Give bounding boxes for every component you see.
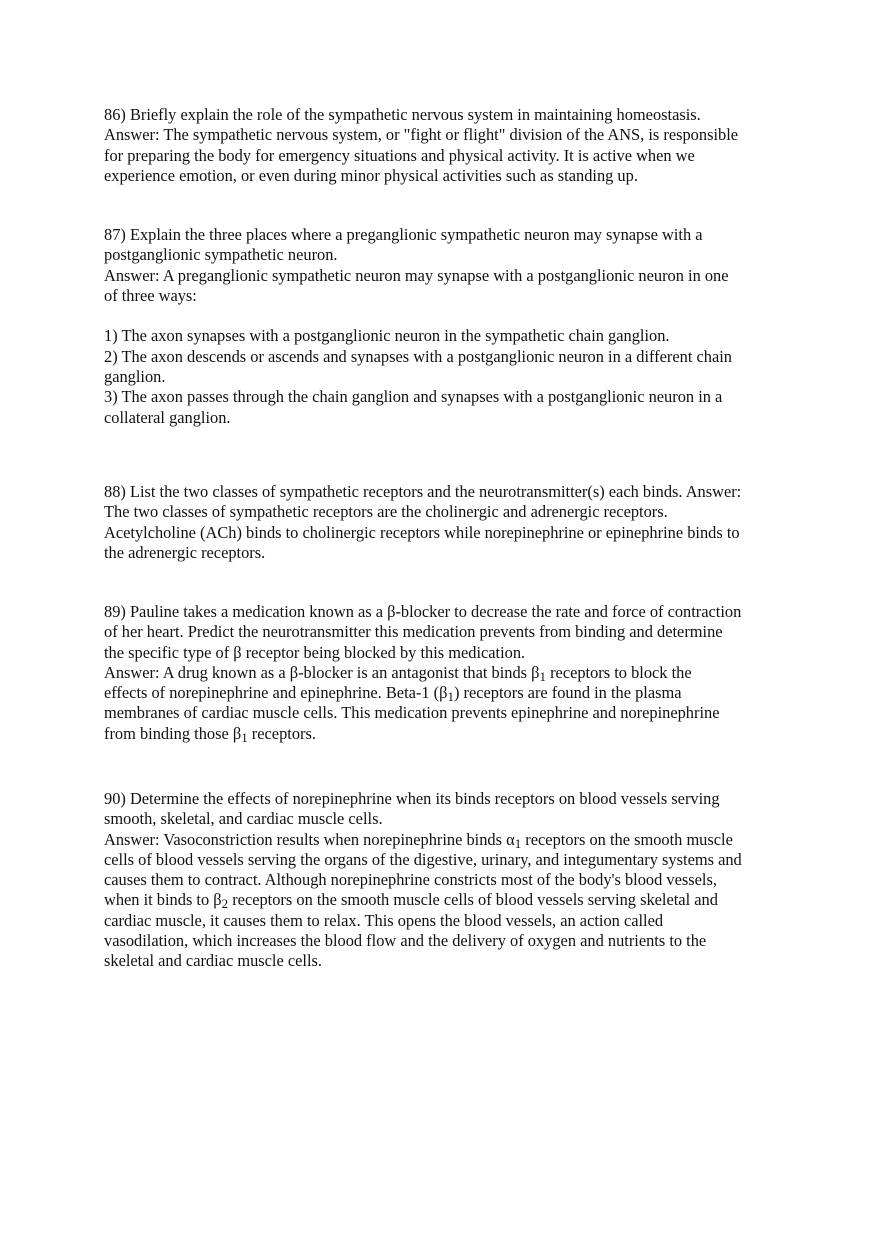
question-90 xyxy=(104,789,804,972)
text-segment: from binding those β xyxy=(104,723,242,743)
text-segment: when it binds to β xyxy=(104,890,222,910)
subscript: 1 xyxy=(241,729,248,745)
text-line: 1) The axon synapses with a postganglionic neuron in the sympathetic chain ganglion. xyxy=(104,326,670,346)
question-87 xyxy=(104,225,804,428)
text-line: Answer: A preganglionic sympathetic neuron may synapse with a postganglionic neuron in one xyxy=(104,265,729,285)
text-line: the specific type of β receptor being blocked by this medication. xyxy=(104,642,526,662)
text-segment: receptors. xyxy=(247,723,316,743)
text-line xyxy=(104,830,804,850)
blank-line xyxy=(104,306,804,326)
text-line: smooth, skeletal, and cardiac muscle cells. xyxy=(104,809,383,829)
text-line: membranes of cardiac muscle cells. This medication prevents epinephrine and norepinephrine xyxy=(104,703,720,723)
text-segment: Answer: Vasoconstriction results when norepinephrine binds α xyxy=(104,829,515,849)
text-line: vasodilation, which increases the blood flow and the delivery of oxygen and nutrients to the xyxy=(104,931,707,951)
text-segment: Answer: A drug known as a β-blocker is an antagonist that binds β xyxy=(104,662,540,682)
text-line: experience emotion, or even during minor physical activities such as standing up. xyxy=(104,165,638,185)
text-line: collateral ganglion. xyxy=(104,407,231,427)
text-line: skeletal and cardiac muscle cells. xyxy=(104,951,322,971)
text-line: ganglion. xyxy=(104,367,166,387)
subscript: 1 xyxy=(514,835,522,851)
text-line: Answer: The sympathetic nervous system, or "fight or flight" division of the ANS, is responsible xyxy=(104,125,739,145)
text-line: 3) The axon passes through the chain ganglion and synapses with a postganglionic neuron in a xyxy=(104,387,723,407)
text-line: 90) Determine the effects of norepinephrine when its binds receptors on blood vessels serving xyxy=(104,789,720,808)
text-line xyxy=(104,724,804,744)
text-line xyxy=(104,663,804,683)
question-86 xyxy=(104,105,804,186)
text-line: for preparing the body for emergency situations and physical activity. It is active when we xyxy=(104,145,695,165)
text-line: causes them to contract. Although norepinephrine constricts most of the body's blood vessels, xyxy=(104,870,717,890)
text-segment: receptors to block the xyxy=(545,662,692,682)
text-line: Acetylcholine (ACh) binds to cholinergic receptors while norepinephrine or epinephrine binds to xyxy=(104,522,740,542)
text-line: of three ways: xyxy=(104,285,197,305)
subscript: 1 xyxy=(539,668,546,684)
question-89 xyxy=(104,602,804,744)
text-line xyxy=(104,890,804,910)
text-segment: receptors on the smooth muscle xyxy=(521,829,733,849)
text-line: 86) Briefly explain the role of the sympathetic nervous system in maintaining homeostasis. xyxy=(104,105,701,124)
text-line: 2) The axon descends or ascends and synapses with a postganglionic neuron in a different chain xyxy=(104,346,732,366)
text-segment: effects of norepinephrine and epinephrine. Beta-1 (β xyxy=(104,683,448,703)
subscript: 2 xyxy=(221,896,229,912)
text-line: postganglionic sympathetic neuron. xyxy=(104,245,338,265)
text-line: The two classes of sympathetic receptors are the cholinergic and adrenergic receptors. xyxy=(104,502,668,522)
text-segment: ) receptors are found in the plasma xyxy=(453,683,682,703)
text-line: 88) List the two classes of sympathetic receptors and the neurotransmitter(s) each binds. Answer: xyxy=(104,482,742,501)
text-line: cells of blood vessels serving the organs of the digestive, urinary, and integumentary systems and xyxy=(104,849,742,869)
text-line: 87) Explain the three places where a preganglionic sympathetic neuron may synapse with a xyxy=(104,225,703,244)
text-line: the adrenergic receptors. xyxy=(104,542,266,562)
text-line: of her heart. Predict the neurotransmitter this medication prevents from binding and determine xyxy=(104,622,723,642)
text-line xyxy=(104,683,804,703)
text-segment: receptors on the smooth muscle cells of blood vessels serving skeletal and xyxy=(228,890,718,910)
subscript: 1 xyxy=(447,689,454,705)
question-88 xyxy=(104,482,804,563)
text-line: cardiac muscle, it causes them to relax. This opens the blood vessels, an action called xyxy=(104,910,664,930)
text-line: 89) Pauline takes a medication known as a β-blocker to decrease the rate and force of contraction xyxy=(104,602,742,621)
